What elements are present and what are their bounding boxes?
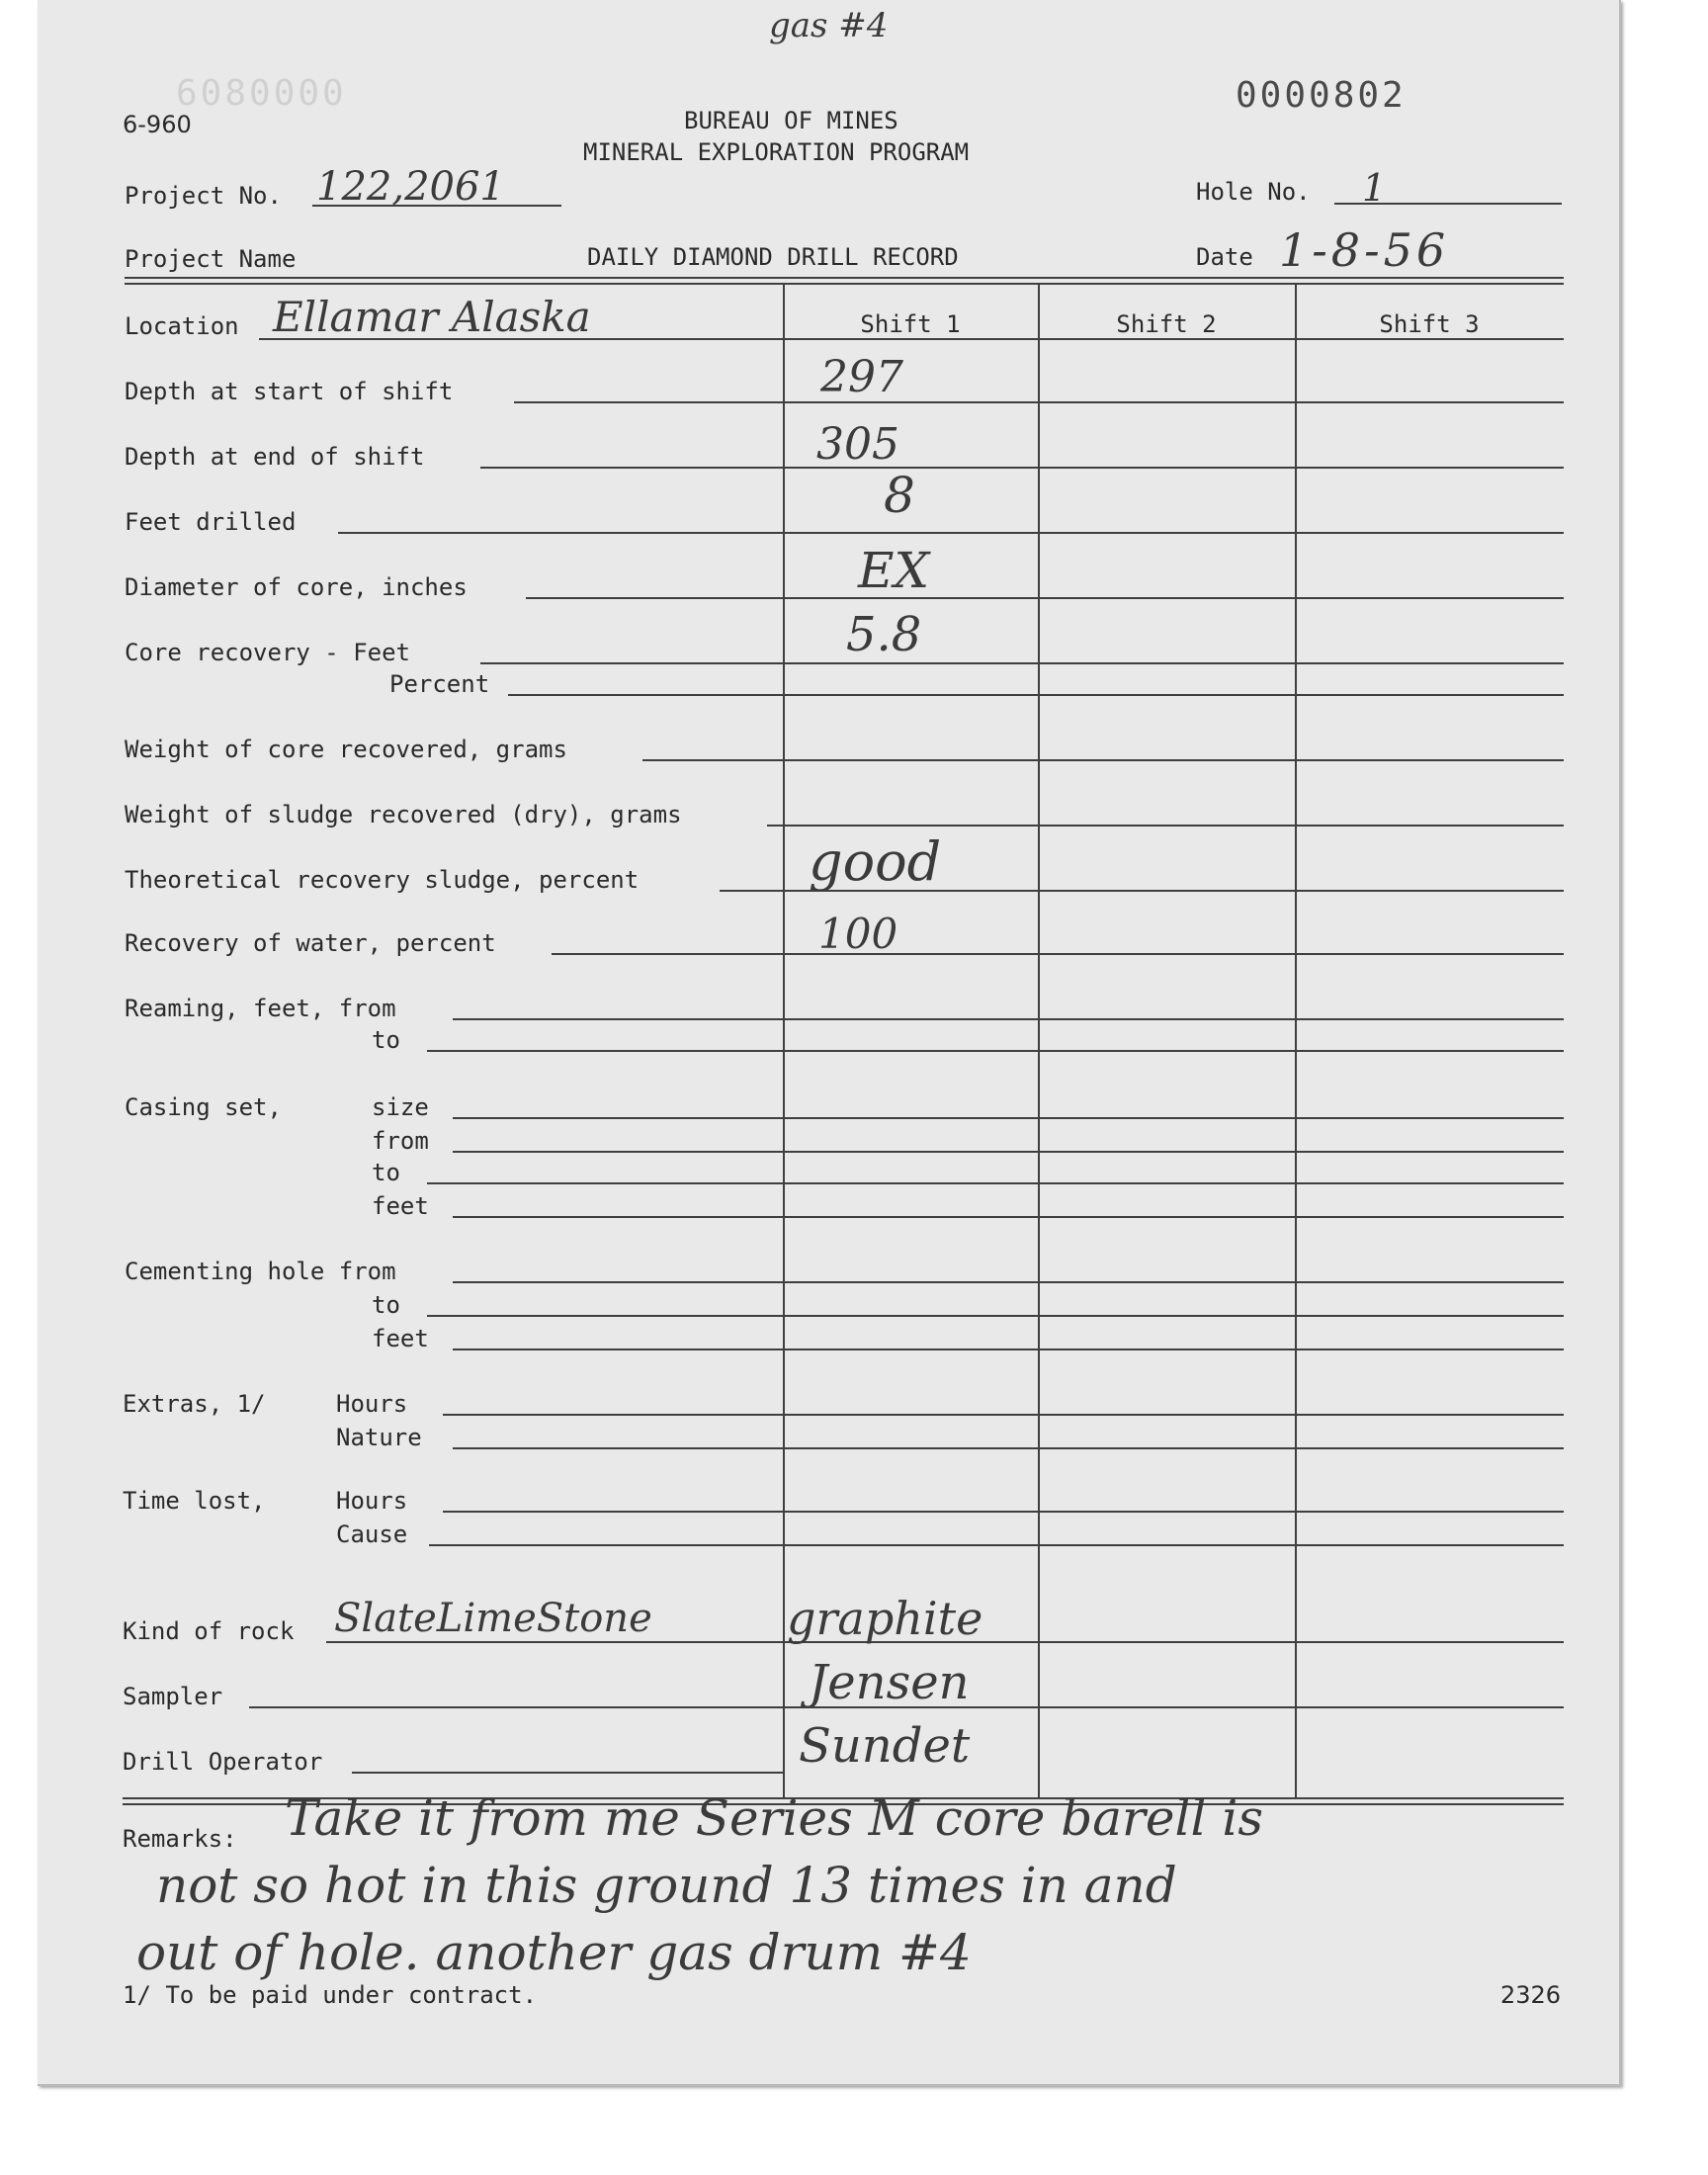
date-label: Date <box>1196 243 1253 271</box>
kind-of-rock-value: SlateLimeStone <box>334 1596 652 1641</box>
shift-2-header: Shift 2 <box>1116 310 1217 338</box>
extras-hours-label: Hours <box>336 1390 408 1418</box>
project-name-label: Project Name <box>125 245 297 273</box>
date-value: 1-8-56 <box>1279 223 1450 277</box>
extras-hours-line <box>443 1414 1564 1416</box>
cementing-label: Cementing hole from <box>125 1258 396 1285</box>
remarks-line-2: not so hot in this ground 13 times in and <box>156 1857 1177 1914</box>
extras-nature-line <box>453 1447 1564 1449</box>
water-recovery-line <box>552 953 1564 955</box>
feet-drilled-shift1: 8 <box>884 467 915 524</box>
water-recovery-shift1: 100 <box>818 910 898 958</box>
drill-operator-label: Drill Operator <box>123 1748 323 1776</box>
casing-from-line <box>453 1151 1564 1153</box>
cementing-feet-line <box>453 1348 1564 1350</box>
shift-3-header: Shift 3 <box>1379 310 1480 338</box>
depth-start-label: Depth at start of shift <box>125 378 454 405</box>
table-top-rule-2 <box>125 283 1564 285</box>
reaming-to-label: to <box>372 1026 400 1054</box>
project-no-value: 122,2061 <box>316 164 505 210</box>
water-recovery-label: Recovery of water, percent <box>125 929 496 957</box>
column-divider-3 <box>1295 283 1297 1797</box>
page-code: 2326 <box>1500 1981 1562 2009</box>
reaming-to-line <box>427 1050 1564 1052</box>
drill-operator-line <box>352 1772 783 1774</box>
document-number: 0000802 <box>1236 75 1407 116</box>
remarks-line-3: out of hole. another gas drum #4 <box>136 1924 972 1981</box>
cementing-from-line <box>453 1281 1564 1283</box>
casing-to-label: to <box>372 1159 400 1186</box>
kind-of-rock-label: Kind of rock <box>123 1617 295 1645</box>
depth-end-line <box>480 467 1564 469</box>
remarks-label: Remarks: <box>123 1825 237 1853</box>
casing-size-line <box>453 1117 1564 1119</box>
casing-from-label: from <box>372 1127 429 1155</box>
shift-1-header: Shift 1 <box>860 310 961 338</box>
location-value: Ellamar Alaska <box>273 293 591 341</box>
top-note: gas #4 <box>769 6 889 45</box>
program-title: MINERAL EXPLORATION PROGRAM <box>583 138 970 166</box>
remarks-line-1: Take it from me Series M core barell is <box>285 1789 1264 1847</box>
reaming-label: Reaming, feet, from <box>125 995 396 1022</box>
theoretical-sludge-shift1: good <box>809 830 942 893</box>
time-lost-hours-line <box>443 1511 1564 1513</box>
depth-start-shift1: 297 <box>820 352 903 402</box>
agency-title: BUREAU OF MINES <box>684 107 898 134</box>
reaming-from-line <box>453 1018 1564 1020</box>
core-recovery-percent-label: Percent <box>389 670 490 698</box>
core-recovery-label: Core recovery - Feet <box>125 639 410 666</box>
column-divider-1 <box>783 283 785 1797</box>
time-lost-cause-label: Cause <box>336 1521 408 1548</box>
casing-feet-label: feet <box>372 1192 429 1220</box>
depth-end-label: Depth at end of shift <box>125 443 425 471</box>
weight-core-label: Weight of core recovered, grams <box>125 736 567 763</box>
project-no-label: Project No. <box>125 182 282 210</box>
faint-stamp: 6080000 <box>176 73 347 114</box>
weight-sludge-label: Weight of sludge recovered (dry), grams <box>125 801 682 828</box>
weight-sludge-line <box>767 825 1564 826</box>
cementing-to-line <box>427 1315 1564 1317</box>
diameter-shift1: EX <box>858 542 930 599</box>
table-top-rule <box>125 277 1564 279</box>
casing-label: Casing set, <box>125 1093 282 1121</box>
kind-of-rock-shift1: graphite <box>787 1592 983 1645</box>
core-recovery-feet-line <box>480 662 1564 664</box>
record-title: DAILY DIAMOND DRILL RECORD <box>587 243 959 271</box>
weight-core-line <box>642 759 1564 761</box>
feet-drilled-label: Feet drilled <box>125 508 297 536</box>
core-recovery-percent-line <box>508 694 1564 696</box>
location-label: Location <box>125 312 239 340</box>
sampler-label: Sampler <box>123 1683 223 1710</box>
core-recovery-shift1: 5.8 <box>846 607 922 662</box>
extras-label: Extras, 1/ <box>123 1390 266 1418</box>
time-lost-hours-label: Hours <box>336 1487 408 1515</box>
form-sheet <box>38 0 1621 2086</box>
hole-no-value: 1 <box>1362 166 1387 210</box>
column-divider-2 <box>1038 283 1040 1797</box>
cementing-to-label: to <box>372 1291 400 1319</box>
header-line <box>783 338 1564 340</box>
casing-to-line <box>427 1182 1564 1184</box>
extras-nature-label: Nature <box>336 1424 422 1451</box>
diameter-line <box>526 597 1564 599</box>
drill-operator-shift1: Sundet <box>799 1718 971 1774</box>
footnote: 1/ To be paid under contract. <box>123 1981 538 2009</box>
time-lost-cause-line <box>429 1544 1564 1546</box>
theoretical-sludge-label: Theoretical recovery sludge, percent <box>125 866 640 894</box>
depth-end-shift1: 305 <box>816 419 899 470</box>
sampler-shift1: Jensen <box>809 1655 970 1710</box>
hole-no-label: Hole No. <box>1196 178 1311 206</box>
feet-drilled-line <box>338 532 1564 534</box>
time-lost-label: Time lost, <box>123 1487 266 1515</box>
form-number: 6-960 <box>123 111 192 138</box>
diameter-label: Diameter of core, inches <box>125 573 468 601</box>
casing-feet-line <box>453 1216 1564 1218</box>
depth-start-line <box>514 401 1564 403</box>
casing-size-label: size <box>372 1093 429 1121</box>
cementing-feet-label: feet <box>372 1325 429 1352</box>
